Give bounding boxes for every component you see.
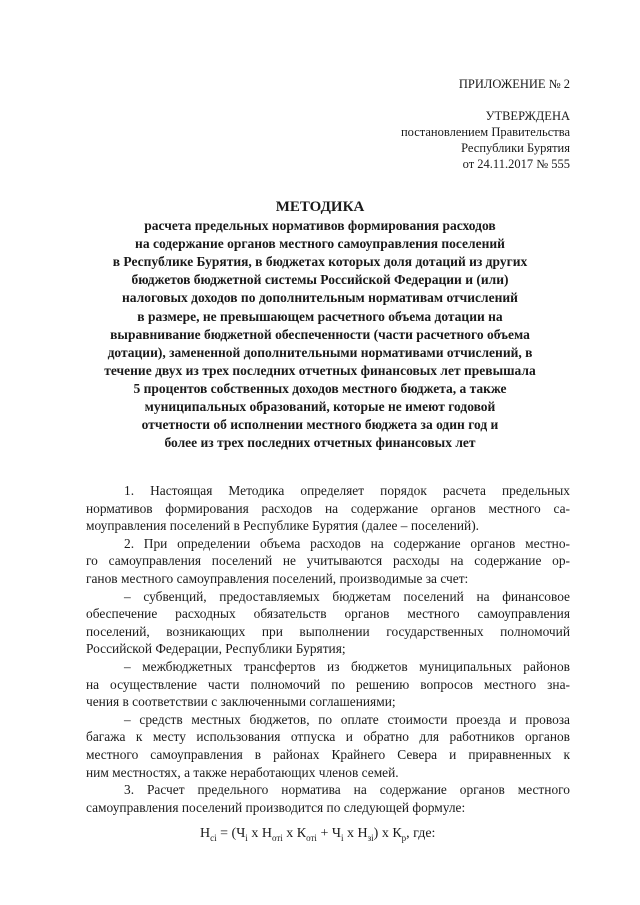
body-line: ганов местного самоуправления поселений, производимые за счет: bbox=[86, 570, 469, 586]
body-line: обеспечение расходных обязательств органов местного самоуправления bbox=[86, 606, 570, 622]
formula-symbol: К bbox=[296, 826, 307, 841]
body-line: самоуправления поселений производится по следующей формуле: bbox=[86, 799, 466, 815]
body-line: 1. Настоящая Методика определяет порядок расчета предельных bbox=[124, 483, 570, 498]
subtitle-line: более из трех последних отчетных финансовых лет bbox=[164, 435, 476, 451]
formula-operator: ) x bbox=[373, 826, 393, 841]
formula-symbol: Н bbox=[200, 826, 211, 841]
formula-subscript: i bbox=[340, 832, 344, 843]
approval-line-2: Республики Бурятия bbox=[461, 141, 570, 155]
subtitle-line: 5 процентов собственных доходов местного бюджета, а также bbox=[133, 380, 507, 396]
subtitle-line: дотации), замененной дополнительными нормативами отчислений, в bbox=[107, 344, 533, 360]
subtitle-line: бюджетов бюджетной системы Российской Федерации и (или) bbox=[131, 272, 509, 288]
paragraph-2 bbox=[86, 535, 570, 588]
formula-operator: + bbox=[316, 826, 332, 841]
body-line: – средств местных бюджетов, по оплате стоимости проезда и провоза bbox=[124, 711, 570, 727]
approval-line-3: от 24.11.2017 № 555 bbox=[462, 157, 570, 171]
formula-operator: x bbox=[343, 826, 358, 841]
list-item-local-funds bbox=[86, 711, 570, 781]
formula-symbol: Ч bbox=[331, 826, 341, 841]
body-line: моуправления поселений в Республике Бурятия (далее – поселений). bbox=[86, 518, 480, 534]
subtitle-line: выравнивание бюджетной обеспеченности (части расчетного объема bbox=[110, 326, 530, 342]
body-line: на осуществление части полномочий по решению вопросов местного зна- bbox=[86, 676, 570, 692]
formula-subscript: i bbox=[245, 832, 248, 843]
formula-subscript: отi bbox=[306, 832, 317, 843]
body-line: нормативов формирования расходов на содержание органов местного са- bbox=[86, 500, 570, 516]
subtitle-line: в Республике Бурятия, в бюджетах которых доля дотаций из других bbox=[112, 254, 528, 270]
formula-subscript: отi bbox=[271, 832, 283, 843]
subtitle-line: на содержание органов местного самоуправления поселений bbox=[135, 236, 505, 252]
subtitle-line: течение двух из трех последних отчетных финансовых лет превышала bbox=[104, 362, 536, 378]
norm-formula bbox=[200, 826, 435, 843]
body-line: чения в соответствии с заключенными соглашениями; bbox=[86, 694, 396, 710]
paragraph-1 bbox=[86, 482, 570, 535]
formula-operator: = ( bbox=[216, 826, 237, 841]
body-line: – субвенций, предоставляемых бюджетам поселений на финансовое bbox=[124, 588, 570, 604]
list-item-transfers bbox=[86, 658, 570, 711]
body-line: 2. При определении объема расходов на содержание органов местно- bbox=[124, 535, 570, 551]
paragraph-3 bbox=[86, 781, 570, 816]
formula-symbol: Н bbox=[357, 826, 368, 841]
approval-line-1: постановлением Правительства bbox=[400, 125, 570, 139]
formula-subscript: зi bbox=[367, 832, 374, 843]
formula-symbol: Ч bbox=[236, 826, 246, 841]
body-line: го самоуправления поселений не учитываются расходы на содержание ор- bbox=[86, 553, 570, 569]
formula-symbol: К bbox=[392, 826, 402, 841]
body-line: ним местностях, а также неработающих членов семей. bbox=[86, 764, 399, 780]
subtitle-line: расчета предельных нормативов формирования расходов bbox=[144, 218, 496, 234]
document-title: МЕТОДИКА bbox=[275, 199, 365, 215]
body-line: – межбюджетных трансфертов из бюджетов муниципальных районов bbox=[124, 658, 570, 674]
subtitle-line: налоговых доходов по дополнительным нормативам отчислений bbox=[122, 290, 518, 306]
subtitle-line: в размере, не превышающем расчетного объема дотации на bbox=[137, 308, 503, 324]
subtitle-line: отчетности об исполнении местного бюджета за один год и bbox=[141, 417, 499, 433]
formula-tail: , где: bbox=[406, 826, 436, 841]
approval-header bbox=[401, 76, 570, 172]
formula-operator: x bbox=[247, 826, 262, 841]
body-line: поселений, возникающих при выполнении государственных полномочий bbox=[86, 623, 570, 639]
approved-label: УТВЕРЖДЕНА bbox=[485, 109, 570, 123]
formula-symbol: Н bbox=[261, 826, 272, 841]
formula-operator: x bbox=[282, 826, 297, 841]
body-line: Российской Федерации, Республики Бурятия; bbox=[86, 641, 346, 657]
body-line: местного самоуправления в районах Крайнего Севера и приравненных к bbox=[86, 746, 570, 762]
appendix-label: ПРИЛОЖЕНИЕ № 2 bbox=[458, 77, 570, 91]
document-body bbox=[86, 482, 570, 816]
body-line: багажа к месту использования отпуска и обратно для работников органов bbox=[86, 729, 570, 745]
formula-subscript: р bbox=[401, 832, 407, 843]
document-title-block bbox=[60, 198, 580, 452]
body-line: 3. Расчет предельного норматива на содержание органов местного bbox=[124, 782, 570, 798]
formula-subscript: ci bbox=[210, 832, 217, 843]
list-item-subventions bbox=[86, 588, 570, 658]
subtitle-line: муниципальных образований, которые не имеют годовой bbox=[144, 399, 496, 415]
